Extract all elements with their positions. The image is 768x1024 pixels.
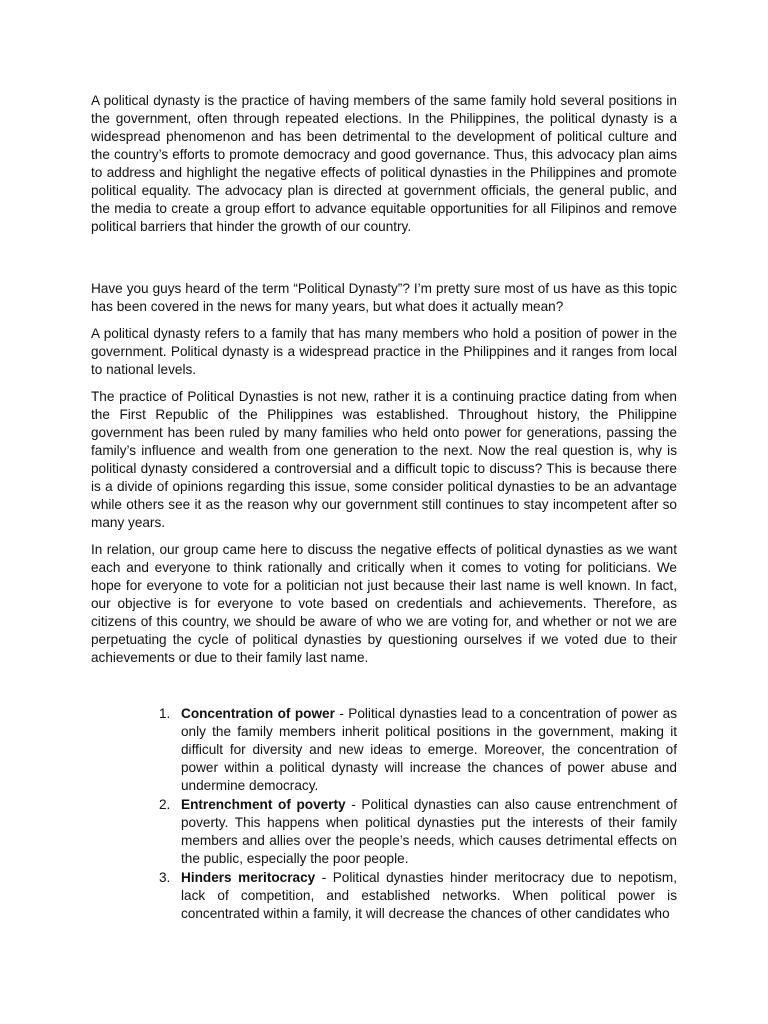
list-item bbox=[159, 796, 677, 868]
abstract-paragraph: A political dynasty is the practice of having members of the same family hold several positions in the government, often through repeated elections. In the Philippines, the political dynasty is a widespread phenomenon and has been detrimental to the development of political culture and the country’s efforts to promote democracy and good governance. Thus, this advocacy plan aims to address and highlight the negative effects of political dynasties in the Philippines and promote political equality. The advocacy plan is directed at government officials, the general public, and the media to create a group effort to advance equitable opportunities for all Filipinos and remove political barriers that hinder the growth of our country. bbox=[91, 93, 677, 234]
relation-paragraph: In relation, our group came here to discuss the negative effects of political dynasties as we want each and everyone to think rationally and critically when it comes to voting for politicians. We hope for everyone to vote for a politician not just because their last name is well known. In fact, our objective is for everyone to vote based on credentials and achievements. Therefore, as citizens of this country, we should be aware of who we are voting for, and whether or not we are perpetuating the cycle of political dynasties by questioning ourselves if we voted due to their achievements or due to their family last name. bbox=[91, 542, 677, 665]
definition-paragraph: A political dynasty refers to a family that has many members who hold a position of power in the government. Political dynasty is a widespread practice in the Philippines and it ranges from local to national levels. bbox=[91, 326, 677, 377]
list-item-number: 1. bbox=[159, 706, 171, 721]
list-item-text: - Political dynasties lead to a concentration of power as only the family members inherit political positions in the government, making it difficult for diversity and new ideas to emerge. Moreover, the concentration of power within a political dynasty will increase the chances of power abuse and undermine democracy. bbox=[181, 706, 677, 793]
list-item-number: 3. bbox=[159, 870, 171, 885]
list-item bbox=[159, 869, 677, 923]
list-item-term: Concentration of power bbox=[181, 706, 335, 721]
list-item-text: - Political dynasties can also cause entrenchment of poverty. This happens when political dynasties put the interests of their family members and allies over the people’s needs, which causes detrimental effects on the public, especially the poor people. bbox=[181, 797, 677, 866]
list-item-text: - Political dynasties hinder meritocracy due to nepotism, lack of competition, and established networks. When political power is concentrated within a family, it will decrease the chances of other candidates who bbox=[181, 870, 678, 921]
intro-paragraph: Have you guys heard of the term “Political Dynasty”? I’m pretty sure most of us have as this topic has been covered in the news for many years, but what does it actually mean? bbox=[91, 281, 677, 314]
list-item-term: Entrenchment of poverty bbox=[181, 797, 346, 812]
document-page bbox=[91, 92, 677, 924]
list-item-term: Hinders meritocracy bbox=[181, 870, 316, 885]
history-paragraph: The practice of Political Dynasties is not new, rather it is a continuing practice dating from when the First Republic of the Philippines was established. Throughout history, the Philippine government has been ruled by many families who held onto power for generations, passing the family’s influence and wealth from one generation to the next. Now the real question is, why is political dynasty considered a controversial and a difficult topic to discuss? This is because there is a divide of opinions regarding this issue, some consider political dynasties to be an advantage while others see it as the reason why our government still continues to stay incompetent after so many years. bbox=[91, 389, 677, 530]
negative-effects-list bbox=[159, 705, 677, 923]
list-item-number: 2. bbox=[159, 797, 171, 812]
list-item bbox=[159, 705, 677, 795]
